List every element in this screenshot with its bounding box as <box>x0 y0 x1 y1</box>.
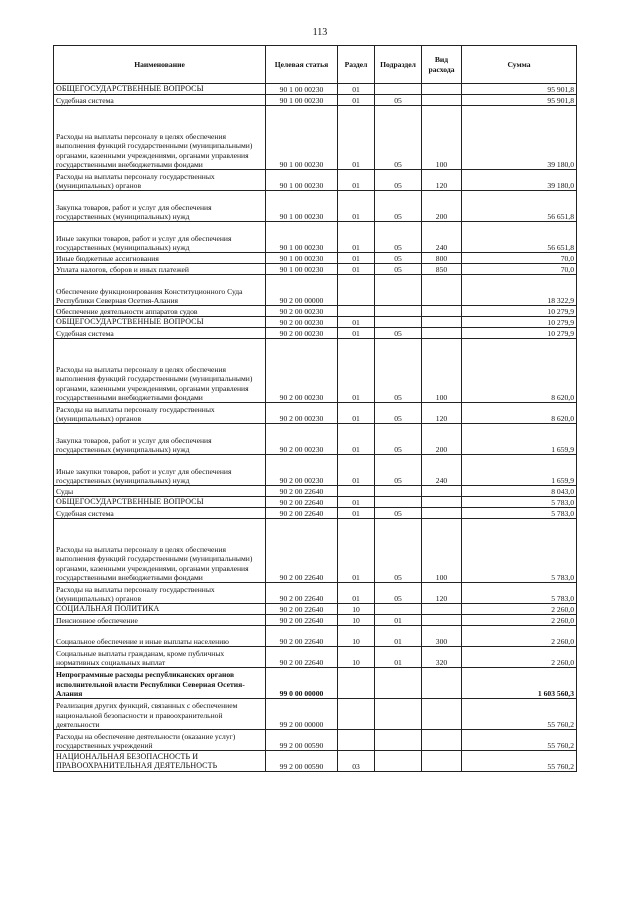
table-row <box>54 403 577 424</box>
row-expense-type: 120 <box>422 583 462 604</box>
row-expense-type: 120 <box>422 403 462 424</box>
row-section: 01 <box>338 95 375 106</box>
row-subsection: 05 <box>375 508 422 519</box>
row-sum: 5 783,0 <box>462 583 577 604</box>
row-target-article: 99 2 00 00590 <box>266 751 338 772</box>
row-name: Закупка товаров, работ и услуг для обеспечения государственных (муниципальных) нужд <box>54 424 266 455</box>
table-row <box>54 508 577 519</box>
table-row <box>54 328 577 339</box>
row-name: Расходы на выплаты персоналу государственных (муниципальных) органов <box>54 403 266 424</box>
row-subsection <box>375 497 422 508</box>
row-section: 01 <box>338 403 375 424</box>
row-sum: 70,0 <box>462 264 577 275</box>
row-sum: 5 783,0 <box>462 497 577 508</box>
row-sum: 8 620,0 <box>462 339 577 403</box>
row-name: Непрограммные расходы республиканских органов исполнительной власти Республики Северная Осетия-Алания <box>54 668 266 699</box>
row-subsection <box>375 275 422 306</box>
row-subsection <box>375 84 422 95</box>
row-sum: 5 783,0 <box>462 508 577 519</box>
row-expense-type: 320 <box>422 647 462 668</box>
row-target-article: 90 2 00 22640 <box>266 604 338 615</box>
row-name: Иные закупки товаров, работ и услуг для обеспечения государственных (муниципальных) нужд <box>54 455 266 486</box>
row-name: Судебная система <box>54 328 266 339</box>
row-name: Социальное обеспечение и иные выплаты населению <box>54 626 266 647</box>
row-target-article: 99 2 00 00590 <box>266 730 338 751</box>
row-target-article: 99 0 00 00000 <box>266 668 338 699</box>
table-row <box>54 170 577 191</box>
table-row <box>54 106 577 170</box>
row-name: СОЦИАЛЬНАЯ ПОЛИТИКА <box>54 604 266 615</box>
row-sum: 56 651,8 <box>462 191 577 222</box>
row-expense-type: 200 <box>422 191 462 222</box>
row-subsection <box>375 317 422 328</box>
table-row <box>54 699 577 730</box>
row-target-article: 90 2 00 00230 <box>266 424 338 455</box>
row-expense-type <box>422 668 462 699</box>
row-sum: 56 651,8 <box>462 222 577 253</box>
row-section: 10 <box>338 615 375 626</box>
row-section: 01 <box>338 170 375 191</box>
row-section: 01 <box>338 519 375 583</box>
row-target-article: 90 2 00 22640 <box>266 615 338 626</box>
row-target-article: 90 2 00 22640 <box>266 497 338 508</box>
row-expense-type <box>422 328 462 339</box>
row-section <box>338 275 375 306</box>
row-expense-type: 100 <box>422 519 462 583</box>
row-name: Судебная система <box>54 95 266 106</box>
row-expense-type <box>422 306 462 317</box>
row-sum: 39 180,0 <box>462 170 577 191</box>
row-name: Расходы на выплаты персоналу государственных (муниципальных) органов <box>54 583 266 604</box>
row-section <box>338 306 375 317</box>
row-sum: 1 659,9 <box>462 455 577 486</box>
row-target-article: 90 1 00 00230 <box>266 106 338 170</box>
table-row <box>54 626 577 647</box>
row-sum: 5 783,0 <box>462 519 577 583</box>
row-sum: 55 760,2 <box>462 730 577 751</box>
row-section: 01 <box>338 583 375 604</box>
row-section: 10 <box>338 647 375 668</box>
row-target-article: 90 1 00 00230 <box>266 264 338 275</box>
row-expense-type <box>422 317 462 328</box>
row-section: 01 <box>338 424 375 455</box>
row-sum: 55 760,2 <box>462 751 577 772</box>
row-expense-type <box>422 604 462 615</box>
row-target-article: 90 2 00 22640 <box>266 583 338 604</box>
row-sum: 10 279,9 <box>462 317 577 328</box>
row-name: Расходы на выплаты персоналу государственных (муниципальных) органов <box>54 170 266 191</box>
row-expense-type: 850 <box>422 264 462 275</box>
row-section: 01 <box>338 455 375 486</box>
row-expense-type: 300 <box>422 626 462 647</box>
row-name: Расходы на выплаты персоналу в целях обеспечения выполнения функций государственными (муниципальными) органами, казенными учреждениями, органами управления государственными внебюджетными фондами <box>54 339 266 403</box>
header-sum: Сумма <box>462 46 577 84</box>
row-sum: 55 760,2 <box>462 699 577 730</box>
table-row <box>54 583 577 604</box>
row-section <box>338 699 375 730</box>
row-target-article: 99 2 00 00000 <box>266 699 338 730</box>
row-sum: 10 279,9 <box>462 306 577 317</box>
row-sum: 8 620,0 <box>462 403 577 424</box>
row-subsection: 05 <box>375 170 422 191</box>
row-expense-type <box>422 615 462 626</box>
row-subsection: 05 <box>375 95 422 106</box>
table-row <box>54 455 577 486</box>
row-target-article: 90 2 00 22640 <box>266 508 338 519</box>
row-subsection: 05 <box>375 455 422 486</box>
row-expense-type <box>422 486 462 497</box>
header-section: Раздел <box>338 46 375 84</box>
header-subsection: Подраздел <box>375 46 422 84</box>
row-section: 01 <box>338 328 375 339</box>
table-row <box>54 222 577 253</box>
table-row <box>54 668 577 699</box>
table-row <box>54 730 577 751</box>
row-expense-type <box>422 275 462 306</box>
row-subsection: 05 <box>375 519 422 583</box>
row-expense-type <box>422 751 462 772</box>
row-sum: 1 659,9 <box>462 424 577 455</box>
row-sum: 18 322,9 <box>462 275 577 306</box>
row-section: 01 <box>338 508 375 519</box>
row-name: Закупка товаров, работ и услуг для обеспечения государственных (муниципальных) нужд <box>54 191 266 222</box>
table-row <box>54 615 577 626</box>
row-target-article: 90 1 00 00230 <box>266 191 338 222</box>
row-target-article: 90 2 00 00230 <box>266 306 338 317</box>
row-name: Расходы на выплаты персоналу в целях обеспечения выполнения функций государственными (муниципальными) органами, казенными учреждениями, органами управления государственными внебюджетными фондами <box>54 519 266 583</box>
header-target-article: Целевая статья <box>266 46 338 84</box>
row-section: 01 <box>338 84 375 95</box>
row-section: 10 <box>338 604 375 615</box>
row-target-article: 90 2 00 00000 <box>266 275 338 306</box>
row-target-article: 90 1 00 00230 <box>266 95 338 106</box>
row-target-article: 90 1 00 00230 <box>266 222 338 253</box>
row-expense-type: 240 <box>422 455 462 486</box>
row-expense-type: 100 <box>422 339 462 403</box>
row-name: Обеспечение функционирования Конституционного Суда Республики Северная Осетия-Алания <box>54 275 266 306</box>
table-row <box>54 751 577 772</box>
row-subsection <box>375 486 422 497</box>
row-section <box>338 486 375 497</box>
row-expense-type <box>422 730 462 751</box>
row-name: ОБЩЕГОСУДАРСТВЕННЫЕ ВОПРОСЫ <box>54 317 266 328</box>
page-number: 113 <box>312 27 328 38</box>
row-expense-type: 200 <box>422 424 462 455</box>
row-subsection: 05 <box>375 191 422 222</box>
row-section: 03 <box>338 751 375 772</box>
row-name: Судебная система <box>54 508 266 519</box>
row-subsection <box>375 306 422 317</box>
row-sum: 95 901,8 <box>462 84 577 95</box>
row-subsection <box>375 604 422 615</box>
row-subsection <box>375 668 422 699</box>
table-row <box>54 486 577 497</box>
row-expense-type: 800 <box>422 253 462 264</box>
table-body <box>54 84 577 772</box>
header-expense-type: Вид расхода <box>422 46 462 84</box>
row-subsection <box>375 699 422 730</box>
row-name: НАЦИОНАЛЬНАЯ БЕЗОПАСНОСТЬ И ПРАВООХРАНИТЕЛЬНАЯ ДЕЯТЕЛЬНОСТЬ <box>54 751 266 772</box>
row-subsection <box>375 751 422 772</box>
row-target-article: 90 2 00 22640 <box>266 647 338 668</box>
row-expense-type <box>422 699 462 730</box>
table-header-row <box>54 46 577 84</box>
row-target-article: 90 2 00 22640 <box>266 486 338 497</box>
row-subsection: 05 <box>375 583 422 604</box>
row-expense-type <box>422 497 462 508</box>
row-expense-type: 240 <box>422 222 462 253</box>
row-name: Расходы на обеспечение деятельности (оказание услуг) государственных учреждений <box>54 730 266 751</box>
row-target-article: 90 1 00 00230 <box>266 84 338 95</box>
row-target-article: 90 2 00 00230 <box>266 317 338 328</box>
row-subsection: 01 <box>375 626 422 647</box>
table-row <box>54 424 577 455</box>
row-subsection: 05 <box>375 339 422 403</box>
row-subsection: 05 <box>375 264 422 275</box>
row-section: 01 <box>338 264 375 275</box>
table-row <box>54 604 577 615</box>
table-row <box>54 519 577 583</box>
row-name: Иные бюджетные ассигнования <box>54 253 266 264</box>
row-name: Обеспечение деятельности аппаратов судов <box>54 306 266 317</box>
row-subsection: 05 <box>375 328 422 339</box>
row-section: 01 <box>338 106 375 170</box>
row-section: 01 <box>338 317 375 328</box>
row-subsection: 05 <box>375 253 422 264</box>
row-target-article: 90 2 00 00230 <box>266 455 338 486</box>
row-name: ОБЩЕГОСУДАРСТВЕННЫЕ ВОПРОСЫ <box>54 84 266 95</box>
budget-table <box>53 45 577 772</box>
table-row <box>54 275 577 306</box>
row-name: ОБЩЕГОСУДАРСТВЕННЫЕ ВОПРОСЫ <box>54 497 266 508</box>
row-sum: 8 043,0 <box>462 486 577 497</box>
row-expense-type: 100 <box>422 106 462 170</box>
row-subsection <box>375 730 422 751</box>
row-name: Иные закупки товаров, работ и услуг для обеспечения государственных (муниципальных) нужд <box>54 222 266 253</box>
table-row <box>54 317 577 328</box>
row-target-article: 90 2 00 00230 <box>266 339 338 403</box>
row-section: 01 <box>338 191 375 222</box>
row-name: Уплата налогов, сборов и иных платежей <box>54 264 266 275</box>
row-subsection: 01 <box>375 647 422 668</box>
row-target-article: 90 2 00 00230 <box>266 403 338 424</box>
row-subsection: 05 <box>375 424 422 455</box>
row-sum: 39 180,0 <box>462 106 577 170</box>
row-section: 01 <box>338 222 375 253</box>
header-name: Наименование <box>54 46 266 84</box>
row-section: 01 <box>338 253 375 264</box>
row-sum: 2 260,0 <box>462 626 577 647</box>
table-row <box>54 191 577 222</box>
row-section: 01 <box>338 339 375 403</box>
row-target-article: 90 2 00 22640 <box>266 519 338 583</box>
row-subsection: 01 <box>375 615 422 626</box>
row-sum: 1 603 560,3 <box>462 668 577 699</box>
row-target-article: 90 2 00 00230 <box>266 328 338 339</box>
row-sum: 2 260,0 <box>462 647 577 668</box>
table-row <box>54 253 577 264</box>
row-subsection: 05 <box>375 222 422 253</box>
table-row <box>54 497 577 508</box>
row-section <box>338 668 375 699</box>
row-name: Пенсионное обеспечение <box>54 615 266 626</box>
table-row <box>54 647 577 668</box>
row-section: 10 <box>338 626 375 647</box>
row-section: 01 <box>338 497 375 508</box>
row-sum: 2 260,0 <box>462 615 577 626</box>
row-section <box>338 730 375 751</box>
table-row <box>54 339 577 403</box>
row-sum: 70,0 <box>462 253 577 264</box>
row-target-article: 90 2 00 22640 <box>266 626 338 647</box>
row-expense-type <box>422 95 462 106</box>
row-expense-type <box>422 84 462 95</box>
row-expense-type <box>422 508 462 519</box>
row-name: Социальные выплаты гражданам, кроме публичных нормативных социальных выплат <box>54 647 266 668</box>
row-name: Реализация других функций, связанных с обеспечением национальной безопасности и правоохранительной деятельности <box>54 699 266 730</box>
row-subsection: 05 <box>375 403 422 424</box>
row-target-article: 90 1 00 00230 <box>266 170 338 191</box>
row-name: Суды <box>54 486 266 497</box>
row-target-article: 90 1 00 00230 <box>266 253 338 264</box>
table-row <box>54 306 577 317</box>
row-expense-type: 120 <box>422 170 462 191</box>
row-name: Расходы на выплаты персоналу в целях обеспечения выполнения функций государственными (муниципальными) органами, казенными учреждениями, органами управления государственными внебюджетными фондами <box>54 106 266 170</box>
table-row <box>54 264 577 275</box>
table-row <box>54 95 577 106</box>
table-row <box>54 84 577 95</box>
row-sum: 2 260,0 <box>462 604 577 615</box>
row-sum: 95 901,8 <box>462 95 577 106</box>
row-subsection: 05 <box>375 106 422 170</box>
row-sum: 10 279,9 <box>462 328 577 339</box>
